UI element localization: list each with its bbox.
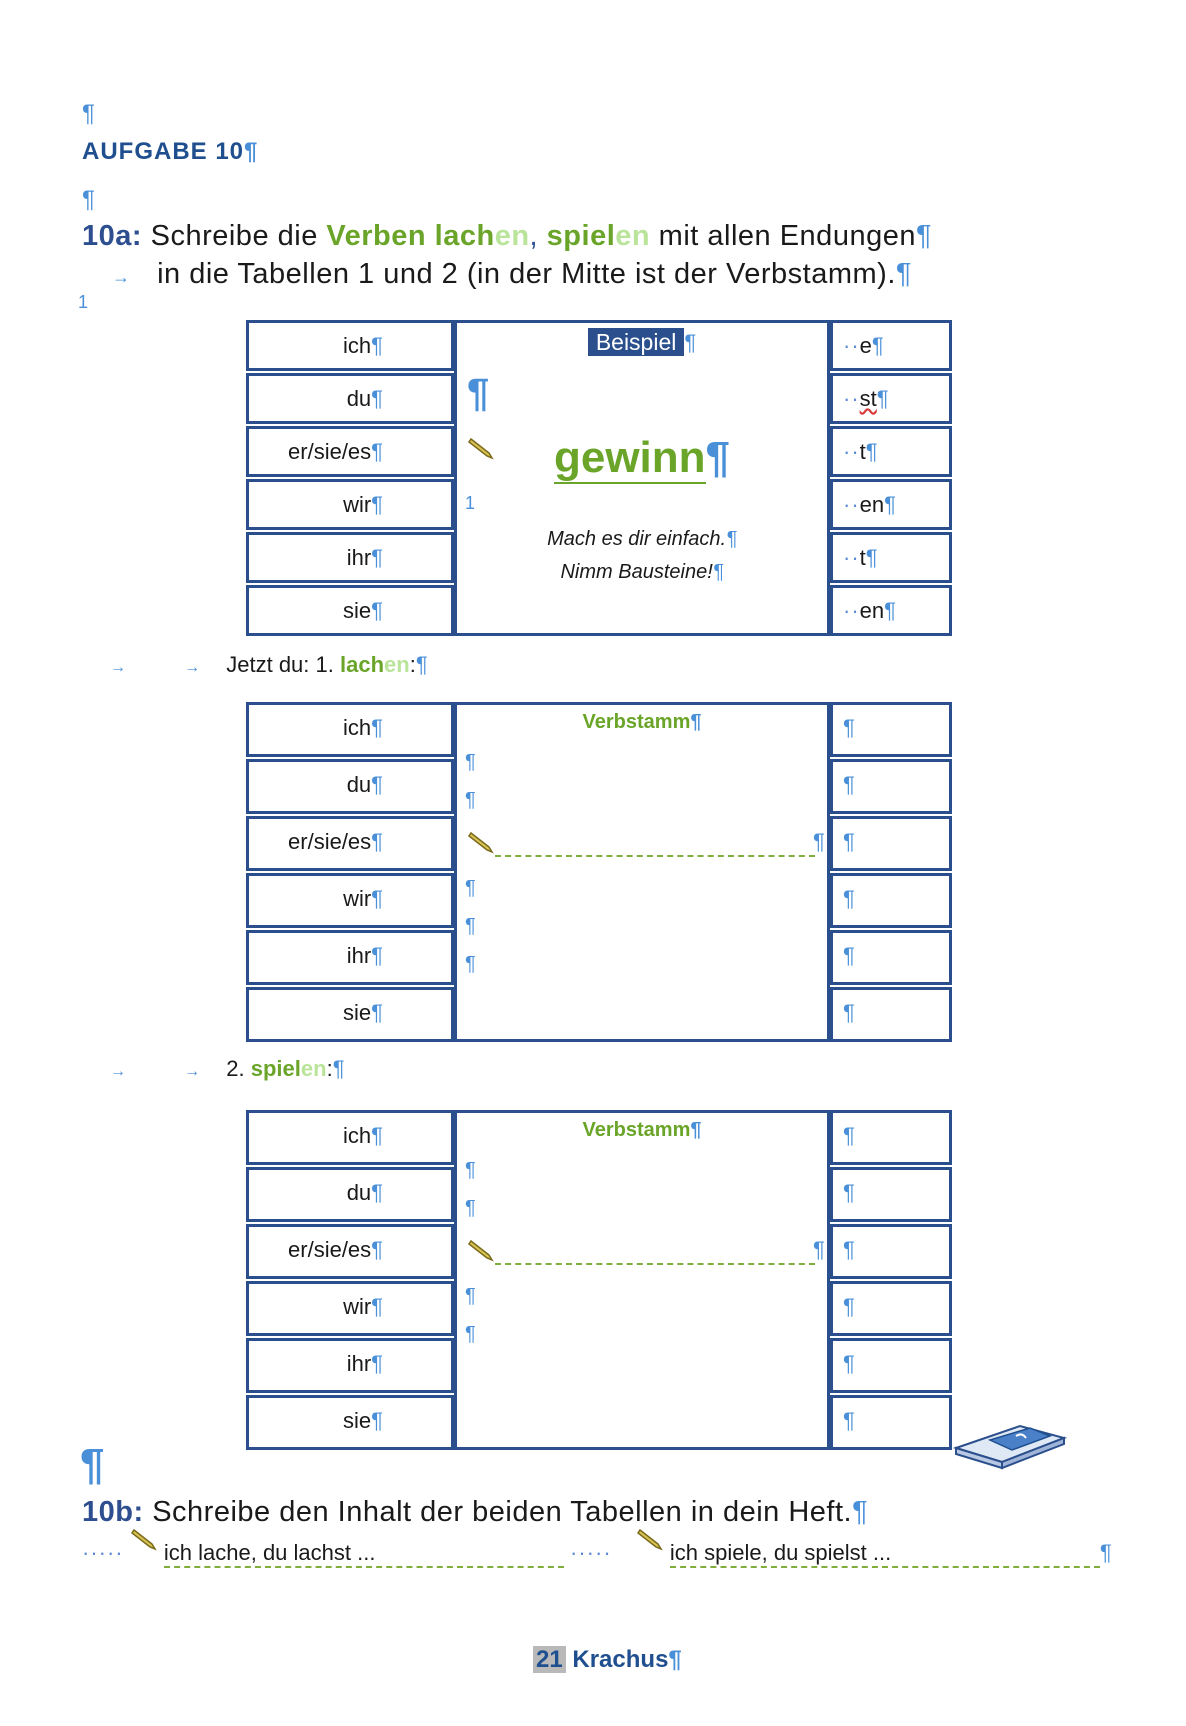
ending-input-cell[interactable] [830, 1224, 952, 1279]
pilcrow-mark: ¶ [915, 220, 933, 252]
book-illustration [950, 1412, 1070, 1472]
pronoun-label: ich [343, 333, 372, 358]
pilcrow-mark: ¶ [332, 1056, 345, 1081]
pilcrow-mark: ¶ [843, 943, 855, 968]
example-stem-row [457, 433, 827, 483]
task-b-text: Schreibe den Inhalt der beiden Tabellen in dein Heft. [152, 1496, 853, 1528]
pilcrow-mark: ¶ [465, 1323, 476, 1345]
ending-input-cell[interactable] [830, 987, 952, 1042]
pilcrow-mark: ¶ [371, 545, 383, 570]
pronoun-label: wir [343, 492, 372, 517]
pilcrow-mark: ¶ [465, 1197, 476, 1219]
pilcrow-mark: ¶ [371, 333, 383, 358]
pilcrow-mark: ¶ [843, 772, 855, 797]
second-line [110, 1056, 345, 1082]
colon: : [326, 1056, 333, 1081]
pilcrow-mark: ¶ [843, 886, 855, 911]
verb-ending: en [494, 220, 530, 252]
pilcrow-mark: ¶ [467, 371, 490, 415]
pilcrow-mark: ¶ [371, 1351, 383, 1376]
pilcrow-mark: ¶ [465, 953, 476, 975]
ending-cell [830, 373, 952, 424]
ending-cell [830, 585, 952, 636]
pilcrow-mark: ¶ [843, 715, 855, 740]
pilcrow-mark: ¶ [415, 652, 428, 677]
pronoun-cell [246, 759, 454, 814]
pilcrow-mark: ¶ [884, 598, 896, 623]
pilcrow-mark: ¶ [465, 877, 476, 899]
hint-text: Mach es dir einfach. [547, 528, 727, 550]
answer-line [82, 1540, 1112, 1568]
pilcrow-mark: ¶ [80, 1440, 105, 1489]
ending-label: e [859, 333, 872, 358]
example-stem-box [454, 320, 830, 636]
tab-arrow-icon: → [110, 659, 126, 676]
ending-input-cell[interactable] [830, 930, 952, 985]
pilcrow-mark: ¶ [690, 711, 702, 733]
pronoun-label: er/sie/es [288, 439, 372, 464]
pilcrow-mark: ¶ [371, 1237, 383, 1262]
task-a-text-1: Schreibe die [150, 220, 318, 252]
pilcrow-mark: ¶ [82, 100, 95, 127]
pronoun-cell [246, 479, 454, 530]
second-prefix: 2. [226, 1056, 245, 1081]
pronoun-label: du [346, 386, 372, 411]
task-a-label: 10a: [82, 220, 143, 252]
pronoun-cell [246, 987, 454, 1042]
verbstamm-label-row [457, 1119, 827, 1142]
pilcrow-mark: ¶ [371, 1180, 383, 1205]
pronoun-label: du [346, 1180, 372, 1205]
pilcrow-mark: ¶ [690, 1119, 702, 1141]
pronoun-cell [246, 1110, 454, 1165]
verbstamm-label: Verbstamm [582, 711, 691, 733]
pronoun-label: ihr [346, 545, 372, 570]
pilcrow-mark: ¶ [371, 772, 383, 797]
pilcrow-mark: ¶ [465, 915, 476, 937]
pilcrow-mark: ¶ [843, 1180, 855, 1205]
task-a-line-1 [82, 220, 932, 253]
pronoun-label: sie [343, 598, 372, 623]
ending-label: st [859, 386, 877, 411]
pilcrow-mark: ¶ [895, 258, 912, 290]
ending-label: t [859, 439, 866, 464]
pronoun-label: sie [343, 1408, 372, 1433]
ending-cell [830, 320, 952, 371]
pilcrow-mark: 1 [465, 493, 476, 513]
pilcrow-mark: ¶ [843, 1123, 855, 1148]
pronoun-cell [246, 1167, 454, 1222]
verbstamm-input[interactable] [495, 831, 815, 857]
pronoun-cell [246, 873, 454, 928]
pronoun-label: sie [343, 1000, 372, 1025]
hint-text: Nimm Bausteine! [560, 561, 713, 583]
dot-leader: ····· [82, 1540, 124, 1565]
pilcrow-mark: ¶ [371, 1123, 383, 1148]
page-number: 21 [533, 1646, 566, 1673]
verbstamm-box [454, 702, 830, 1042]
task-a-line-2 [112, 258, 912, 291]
verb-ending: en [300, 1056, 327, 1081]
footer-name: Krachus [572, 1646, 669, 1673]
pilcrow-mark: ¶ [684, 330, 697, 355]
pilcrow-mark: ¶ [465, 1159, 476, 1181]
task-b-label: 10b: [82, 1496, 144, 1528]
example-stem: gewinn [553, 433, 706, 482]
verb-ending: en [615, 220, 651, 252]
pilcrow-mark: ¶ [465, 751, 476, 773]
task-a-text-2: mit allen Endungen [658, 220, 916, 252]
pilcrow-mark: ¶ [843, 1237, 855, 1262]
answer-2: ich spiele, du spielst ... [670, 1540, 1100, 1568]
pronoun-cell [246, 816, 454, 871]
ending-input-cell[interactable] [830, 1338, 952, 1393]
comma: , [529, 220, 539, 252]
ending-input-cell[interactable] [830, 873, 952, 928]
tab-arrow-icon: → [112, 267, 131, 287]
pilcrow-mark: ¶ [371, 492, 383, 517]
pronoun-cell [246, 532, 454, 583]
pronoun-cell [246, 373, 454, 424]
pencil-icon [467, 829, 495, 855]
pilcrow-mark: ¶ [668, 1646, 682, 1673]
pilcrow-mark: ¶ [843, 1408, 855, 1433]
ending-input-cell[interactable] [830, 759, 952, 814]
pronoun-label: wir [343, 1294, 372, 1319]
pronoun-label: ich [343, 1123, 372, 1148]
ending-input-cell[interactable] [830, 1281, 952, 1336]
example-hint-2 [457, 561, 827, 584]
pilcrow-mark: ¶ [371, 1294, 383, 1319]
pilcrow-mark: ¶ [82, 186, 95, 213]
pilcrow-mark: ¶ [371, 943, 383, 968]
pronoun-label: ich [343, 715, 372, 740]
ending-label: t [859, 545, 866, 570]
dot-leader: ·· [843, 333, 860, 358]
ending-input-cell[interactable] [830, 816, 952, 871]
pronoun-cell [246, 702, 454, 757]
pilcrow-mark: 1 [78, 292, 89, 312]
task-b-line [82, 1496, 868, 1529]
pronoun-cell [246, 320, 454, 371]
verb-word: Verben [326, 220, 427, 252]
pronoun-label: er/sie/es [288, 829, 372, 854]
colon: : [409, 652, 416, 677]
pilcrow-mark: ¶ [843, 1294, 855, 1319]
example-badge: Beispiel [588, 328, 685, 356]
pronoun-cell [246, 585, 454, 636]
page-footer [533, 1646, 682, 1674]
dot-leader: ·· [843, 439, 860, 464]
pilcrow-mark: ¶ [371, 886, 383, 911]
pilcrow-mark: ¶ [852, 1496, 869, 1528]
ending-cell [830, 426, 952, 477]
dot-leader: ····· [570, 1540, 612, 1565]
pronoun-cell [246, 1338, 454, 1393]
ending-label: en [859, 492, 885, 517]
pronoun-cell [246, 930, 454, 985]
dot-leader: ·· [843, 598, 860, 623]
pilcrow-mark: ¶ [843, 1000, 855, 1025]
ending-input-cell[interactable] [830, 1167, 952, 1222]
pencil-icon [467, 1237, 495, 1263]
pilcrow-mark: ¶ [876, 386, 889, 411]
pilcrow-mark: ¶ [244, 138, 259, 165]
pronoun-label: ihr [346, 943, 372, 968]
pronoun-label: du [346, 772, 372, 797]
pilcrow-mark: ¶ [371, 1408, 383, 1433]
pilcrow-mark: ¶ [371, 598, 383, 623]
verbstamm-box [454, 1110, 830, 1450]
pilcrow-mark: ¶ [371, 829, 383, 854]
tab-arrow-icon: → [110, 1063, 126, 1080]
verb-stem-lach: lach [434, 220, 495, 252]
pilcrow-mark: ¶ [843, 829, 855, 854]
now-you-line [110, 652, 428, 678]
verbstamm-input[interactable] [495, 1239, 815, 1265]
pronoun-cell [246, 1224, 454, 1279]
pronoun-label: wir [343, 886, 372, 911]
verbstamm-label-row [457, 711, 827, 734]
pilcrow-mark: ¶ [843, 1351, 855, 1376]
dot-leader: ·· [843, 386, 860, 411]
ending-cell [830, 532, 952, 583]
pilcrow-mark: ¶ [865, 545, 878, 570]
pilcrow-mark: ¶ [1099, 1540, 1112, 1565]
pilcrow-mark: ¶ [884, 492, 896, 517]
ending-label: en [859, 598, 885, 623]
pilcrow-mark: ¶ [712, 561, 724, 583]
ending-input-cell[interactable] [830, 1395, 952, 1450]
task-a-text-3: in die Tabellen 1 und 2 (in der Mitte ist der Verbstamm). [157, 258, 896, 290]
pilcrow-mark: ¶ [371, 439, 383, 464]
example-hint-1 [457, 528, 827, 551]
verbstamm-label: Verbstamm [582, 1119, 691, 1141]
pronoun-cell [246, 1395, 454, 1450]
pilcrow-mark: ¶ [813, 829, 825, 854]
pilcrow-mark: ¶ [371, 715, 383, 740]
dot-leader: ·· [843, 492, 860, 517]
pilcrow-mark: ¶ [726, 528, 737, 550]
pilcrow-mark: ¶ [371, 1000, 383, 1025]
pilcrow-mark: ¶ [865, 439, 878, 464]
example-badge-row [457, 329, 827, 356]
verb-stem-lach: lach [340, 652, 385, 677]
ending-cell [830, 479, 952, 530]
tab-arrow-icon: → [184, 659, 201, 676]
pilcrow-mark: ¶ [371, 386, 383, 411]
tab-arrow-icon: → [184, 1063, 201, 1080]
pilcrow-mark: ¶ [705, 433, 731, 482]
exercise-heading [82, 138, 258, 166]
pencil-icon [636, 1526, 664, 1552]
verb-stem-spiel: spiel [250, 1056, 301, 1081]
pencil-icon [130, 1526, 158, 1552]
ending-input-cell[interactable] [830, 1110, 952, 1165]
dot-leader: ·· [843, 545, 860, 570]
verb-stem-spiel: spiel [546, 220, 616, 252]
pilcrow-mark: ¶ [465, 1285, 476, 1307]
pronoun-cell [246, 426, 454, 477]
pronoun-cell [246, 1281, 454, 1336]
pilcrow-mark: ¶ [465, 789, 476, 811]
now-you-prefix: Jetzt du: 1. [226, 652, 334, 677]
verb-ending: en [384, 652, 410, 677]
pilcrow-mark: ¶ [813, 1237, 825, 1262]
ending-input-cell[interactable] [830, 702, 952, 757]
pilcrow-mark: ¶ [871, 333, 884, 358]
pronoun-label: ihr [346, 1351, 372, 1376]
answer-1: ich lache, du lachst ... [164, 1540, 564, 1568]
pronoun-label: er/sie/es [288, 1237, 372, 1262]
heading-text: AUFGABE 10 [82, 138, 245, 165]
